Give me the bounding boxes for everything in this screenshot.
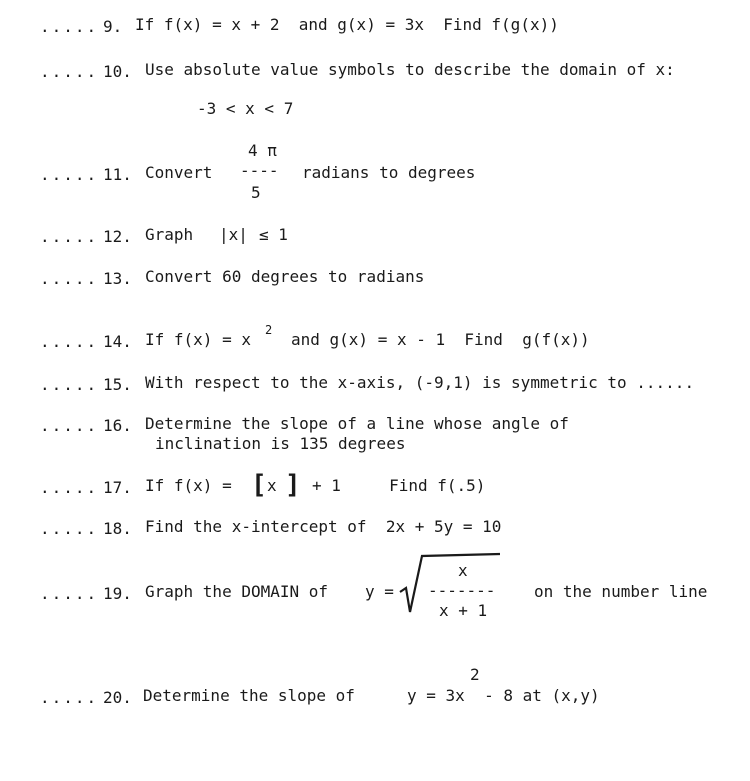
problem-text: Graph the DOMAIN of xyxy=(145,582,329,601)
problem-text: Find the x-intercept of 2x + 5y = 10 xyxy=(145,517,502,536)
problem-number: 13. xyxy=(103,269,132,288)
problem-text: and g(x) = x - 1 Find g(f(x)) xyxy=(291,330,590,349)
problem-text: Convert 60 degrees to radians xyxy=(145,267,425,286)
absolute-value-expression: |x| xyxy=(219,225,248,244)
leader-dots: ..... xyxy=(40,416,99,435)
exponent: 2 xyxy=(265,323,273,337)
fraction-denominator: x + 1 xyxy=(439,601,488,620)
problem-text: Graph xyxy=(145,225,194,244)
leader-dots: ..... xyxy=(40,62,99,81)
problem-number: 11. xyxy=(103,165,132,184)
problem-text: Convert xyxy=(145,163,213,182)
problem-number: 14. xyxy=(103,332,132,351)
problem-text: Use absolute value symbols to describe the domain of x: xyxy=(145,60,675,79)
leader-dots: ..... xyxy=(40,17,99,36)
problem-number: 15. xyxy=(103,375,132,394)
problem-text: If f(x) = xyxy=(145,476,232,495)
exponent: 2 xyxy=(470,665,480,684)
leader-dots: ..... xyxy=(40,688,99,707)
equation: y = 3x - 8 at (x,y) xyxy=(407,686,600,705)
equation-lhs: y = xyxy=(365,582,394,601)
problem-number: 12. xyxy=(103,227,132,246)
leader-dots: ..... xyxy=(40,375,99,394)
left-floor-bracket: [ xyxy=(251,470,267,500)
leader-dots: ..... xyxy=(40,519,99,538)
fraction-bar: ---- xyxy=(240,161,279,180)
inequality: -3 < x < 7 xyxy=(197,99,294,118)
problem-text: ≤ 1 xyxy=(259,225,288,244)
leader-dots: ..... xyxy=(40,584,99,603)
problem-text: + 1 Find f(.5) xyxy=(312,476,486,495)
bracket-inner: x xyxy=(267,476,277,495)
leader-dots: ..... xyxy=(40,269,99,288)
leader-dots: ..... xyxy=(40,332,99,351)
fraction-numerator: 4 π xyxy=(248,141,277,160)
problem-text: Determine the slope of a line whose angle of xyxy=(145,414,569,433)
problem-number: 16. xyxy=(103,416,132,435)
leader-dots: ..... xyxy=(40,227,99,246)
problem-text: radians to degrees xyxy=(302,163,476,182)
problem-text: If f(x) = x + 2 and g(x) = 3x Find f(g(x)) xyxy=(135,15,559,34)
leader-dots: ..... xyxy=(40,165,99,184)
problem-text: With respect to the x-axis, (-9,1) is symmetric to ...... xyxy=(145,373,695,392)
problem-number: 10. xyxy=(103,62,132,81)
problem-number: 19. xyxy=(103,584,132,603)
problem-number: 17. xyxy=(103,478,132,497)
problem-text: If f(x) = x xyxy=(145,330,251,349)
problem-text: on the number line xyxy=(534,582,708,601)
right-floor-bracket: ] xyxy=(285,470,301,500)
problem-number: 20. xyxy=(103,688,132,707)
problem-text-continued: inclination is 135 degrees xyxy=(155,434,406,453)
fraction-denominator: 5 xyxy=(251,183,261,202)
problem-number: 18. xyxy=(103,519,132,538)
problem-number: 9. xyxy=(103,17,123,36)
fraction-bar: ------- xyxy=(428,581,496,600)
problem-text: Determine the slope of xyxy=(143,686,355,705)
fraction-numerator: x xyxy=(458,561,468,580)
leader-dots: ..... xyxy=(40,478,99,497)
